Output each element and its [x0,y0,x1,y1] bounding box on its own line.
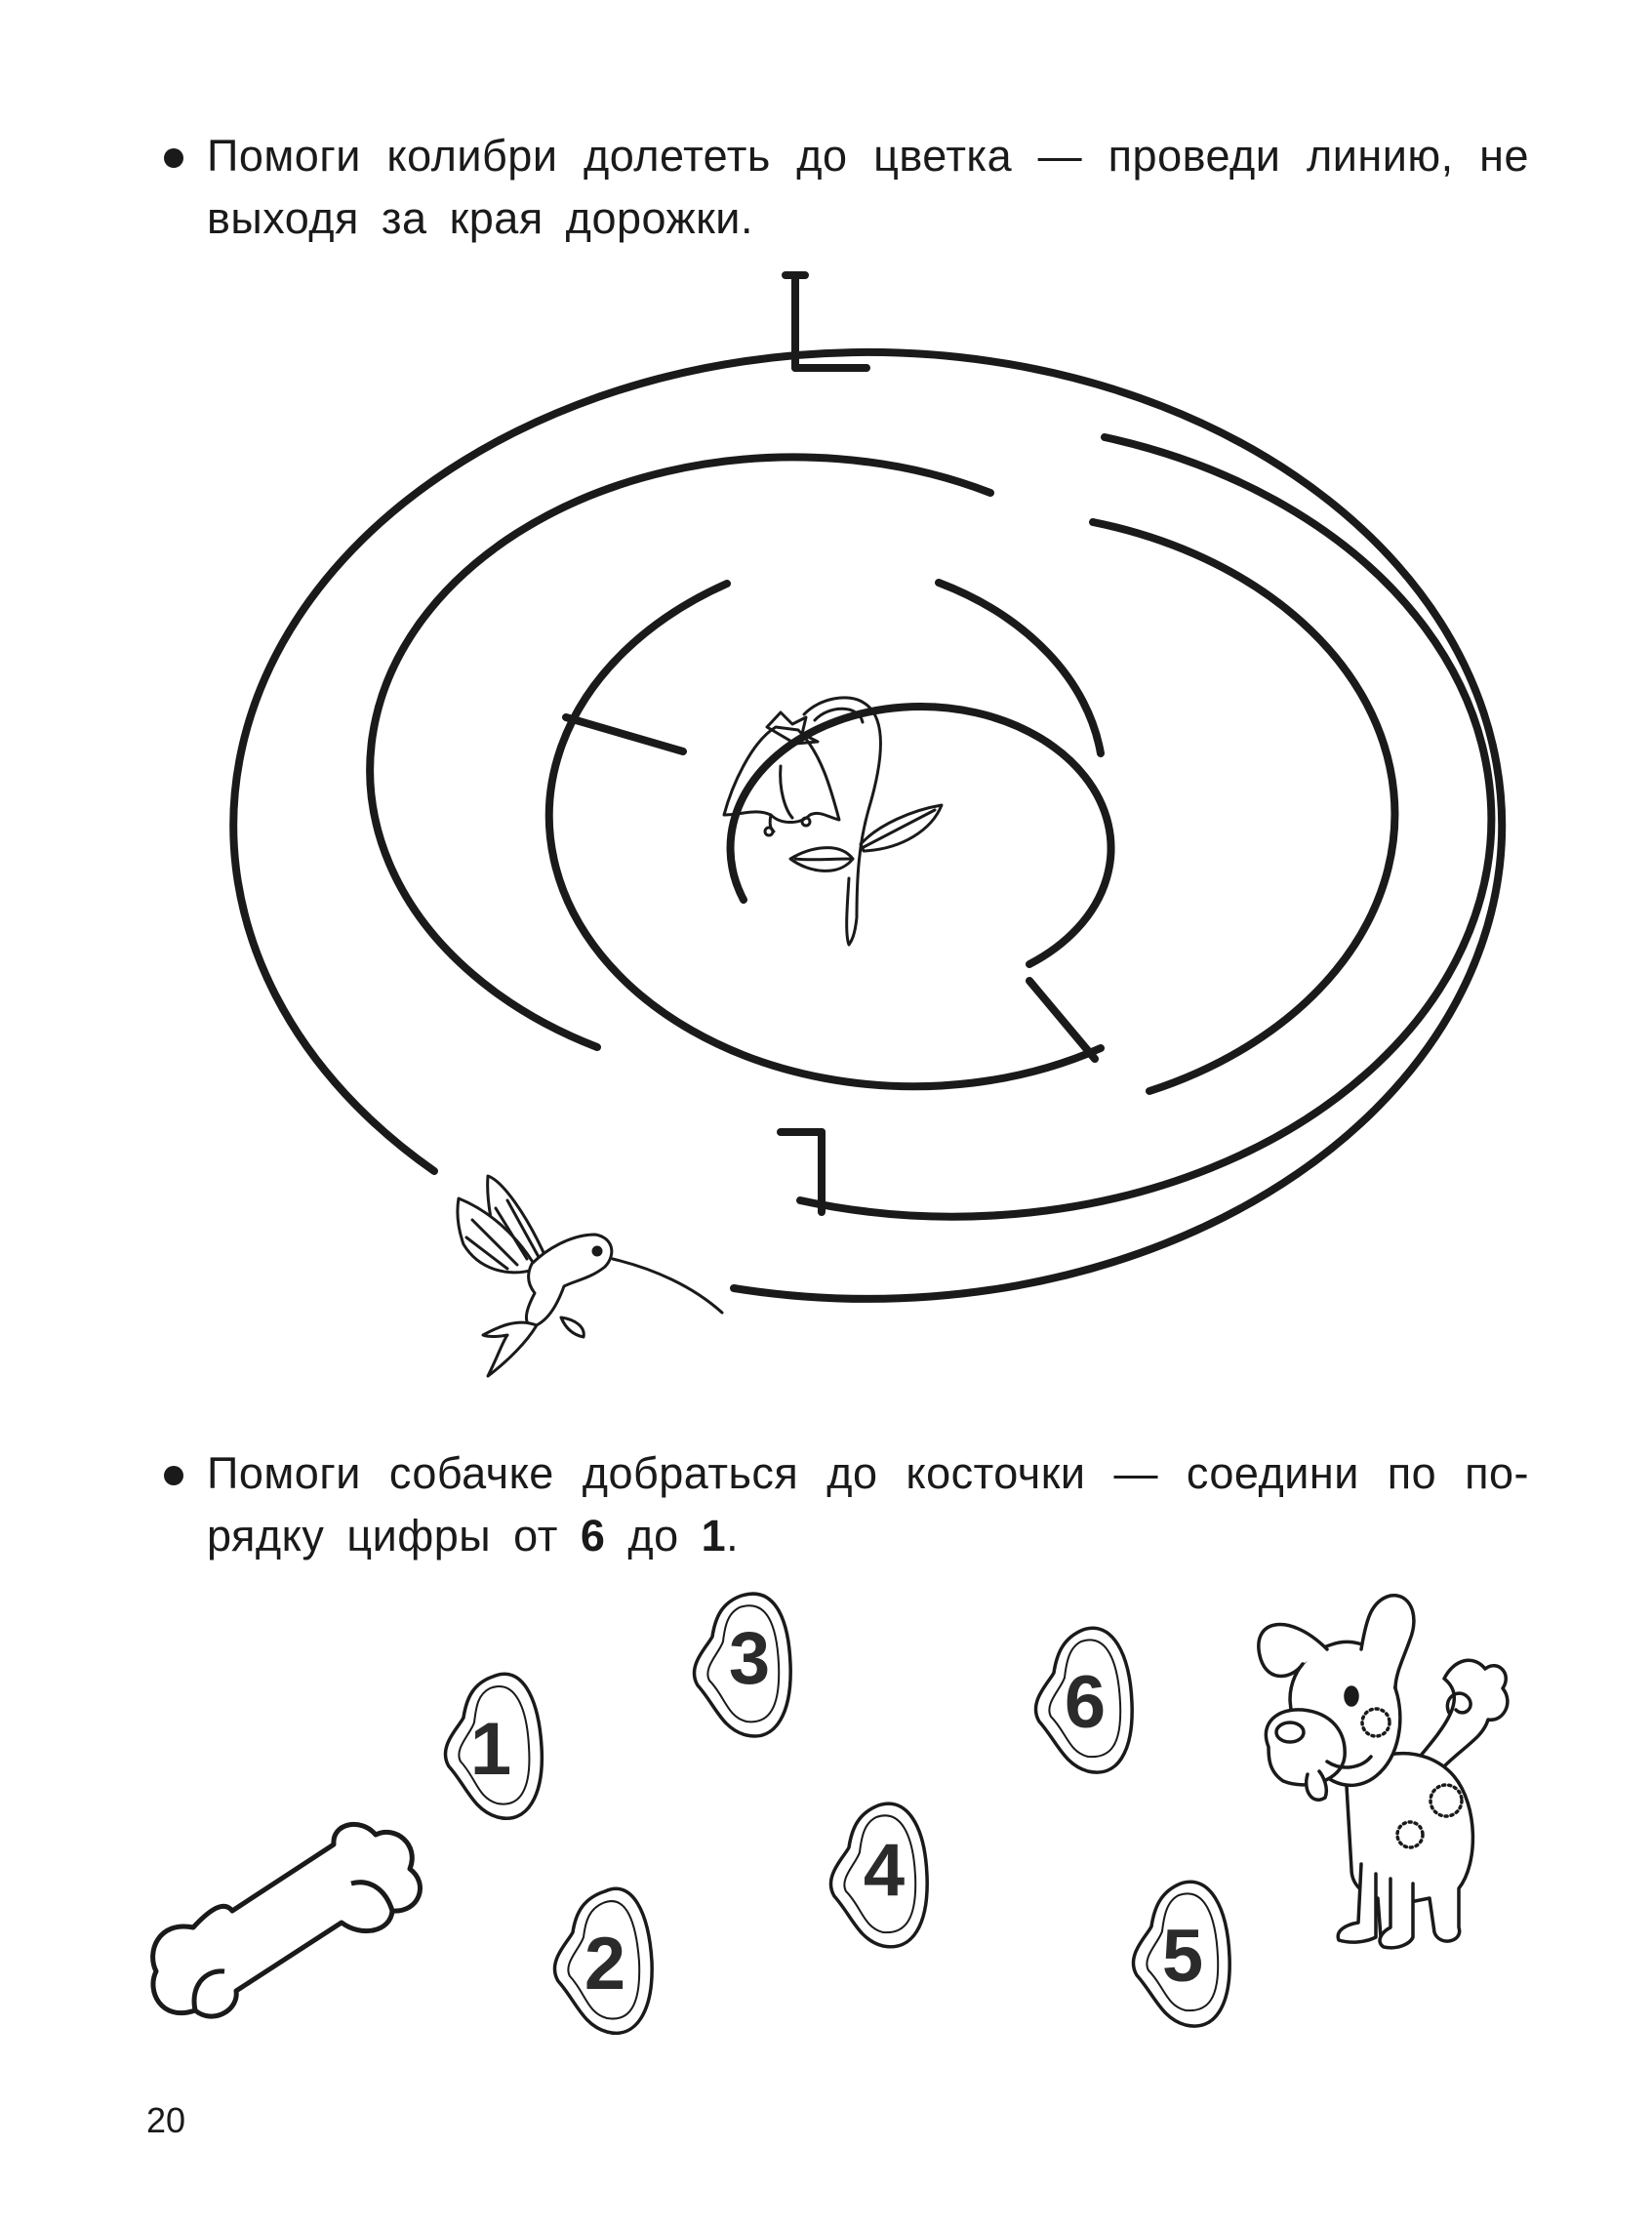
stone-1-label: 1 [469,1708,512,1791]
maze-ring-3a [1093,522,1394,1091]
bone-icon [153,1824,421,2016]
stone-2[interactable] [554,1888,652,2033]
stone-3[interactable] [694,1594,790,1736]
task2-line2-text-c: до [605,1511,702,1560]
task1-line1: Помоги колибри долететь до цветка — проведи линию, не [207,131,1529,181]
stone-5-label: 5 [1161,1915,1204,1998]
stone-1[interactable] [445,1674,542,1818]
hummingbird-icon [458,1176,722,1376]
task1-line2: выходя за края дорожки. [207,193,753,243]
maze-wall-left [566,717,683,751]
dog-icon [1259,1596,1508,1948]
task2-number-6: 6 [580,1511,606,1560]
stone-3-label: 3 [728,1617,771,1700]
task2-number-1: 1 [701,1511,727,1560]
stone-6-label: 6 [1064,1661,1107,1744]
stones [445,1594,1229,2033]
stone-4[interactable] [830,1803,927,1947]
task2-line2-text-a: рядку цифры от [207,1511,581,1560]
maze-ring-inner [731,707,1111,964]
maze-wall-right [1029,981,1095,1059]
bullet-icon [164,1466,183,1485]
task2-line1: Помоги собачке добраться до косточки — соедини по по- [207,1448,1529,1498]
maze-ring-outer [233,352,1502,1299]
task2-line2 [207,1505,1529,1567]
page-number: 20 [146,2100,186,2140]
flower-icon [724,698,942,945]
stone-6[interactable] [1035,1628,1132,1772]
maze [233,275,1502,1299]
maze-ring-4a [549,584,1101,1086]
task2-line2-text-e: . [726,1511,740,1560]
task-dog-instruction [207,1442,1529,1567]
stone-5[interactable] [1133,1882,1229,2026]
stone-4-label: 4 [863,1829,906,1912]
stone-2-label: 2 [584,1923,626,2006]
